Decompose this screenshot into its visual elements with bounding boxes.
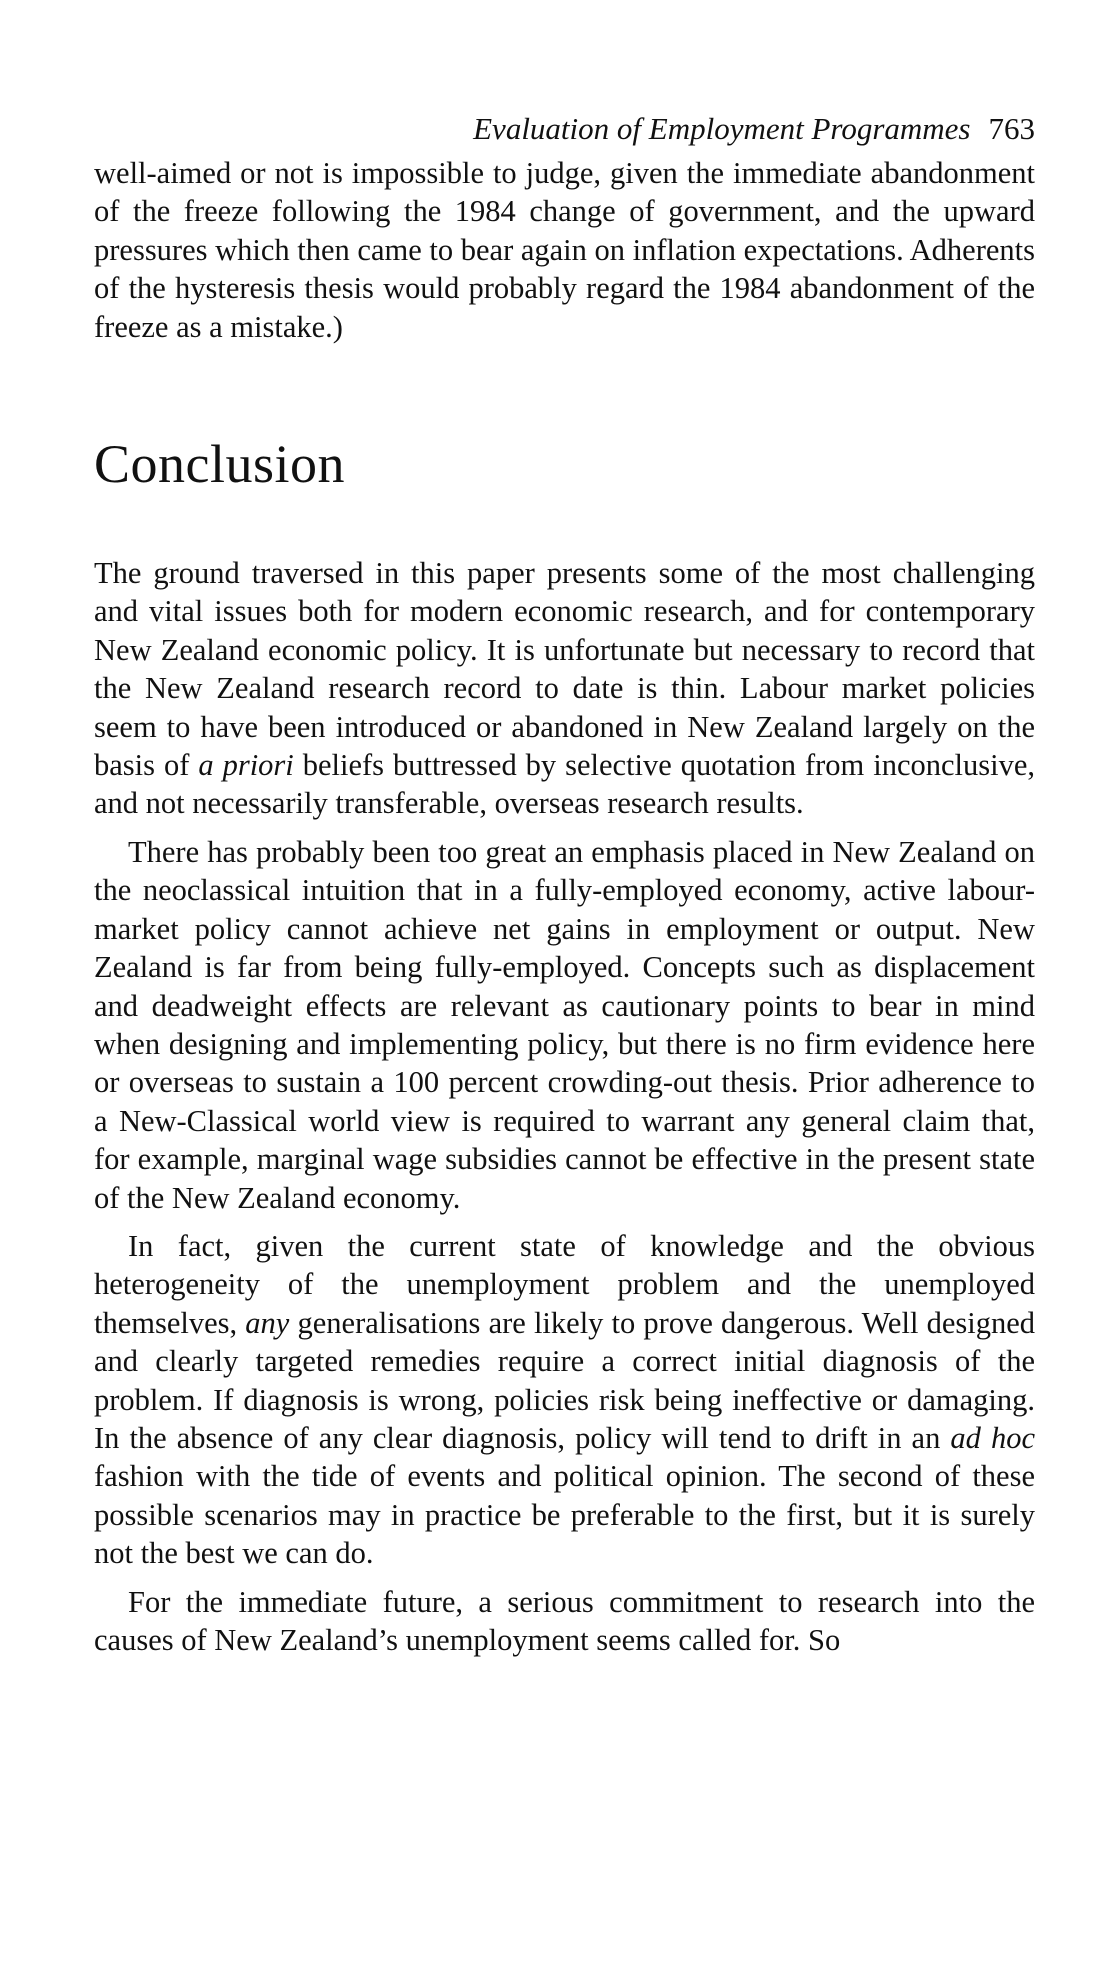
- opening-paragraph: well-aimed or not is impossible to judge, given the immediate abandonment of the freeze following the 1984 change of government, and the upward pressures which then came to bear again on inflation expectations. Adherents of the hysteresis thesis would probably regard the 1984 abandonment of the freeze as a mistake.): [94, 156, 1035, 344]
- conclusion-paragraph-3: [94, 1227, 1035, 1573]
- conclusion-paragraph-2: There has probably been too great an emphasis placed in New Zealand on the neoclassical intuition that in a fully-employed economy, active labour-market policy cannot achieve net gains in employment or output. New Zealand is far from being fully-employed. Concepts such as displacement and deadweight effects are relevant as cautionary points to bear in mind when designing and implementing policy, but there is no firm evidence here or overseas to sustain a 100 percent crowding-out thesis. Prior adherence to a New-Classical world view is required to warrant any general claim that, for example, marginal wage subsidies cannot be effective in the present state of the New Zealand economy.: [94, 834, 1035, 1215]
- paragraph-3-italic-2: ad hoc: [950, 1420, 1035, 1455]
- conclusion-paragraph-1: [94, 554, 1035, 823]
- paragraph-1-text-b: beliefs buttressed by selective quotation from inconclusive, and not necessarily transferable, overseas research results.: [94, 748, 1036, 821]
- paragraph-3-text-b: generalisations are likely to prove dangerous. Well designed and clearly targeted remedies require a correct initial diagnosis of the problem. If diagnosis is wrong, policies risk being ineffective or damaging. In the absence of any clear diagnosis, policy will tend to drift in an: [94, 1305, 1035, 1455]
- paragraph-3-text-c: fashion with the tide of events and political opinion. The second of these possible scenarios may in practice be preferable to the first, but it is surely not the best we can do.: [94, 1459, 1035, 1571]
- paragraph-3-text-a: In fact, given the current state of knowledge and the obvious heterogeneity of the unemployment problem and the unemployed themselves,: [94, 1228, 1035, 1340]
- page: [94, 108, 1035, 1659]
- section-heading: Conclusion: [94, 434, 346, 495]
- page-number: 763: [988, 111, 1035, 146]
- paragraph-1-italic: a priori: [198, 748, 294, 783]
- paragraph-1-text-a: The ground traversed in this paper presents some of the most challenging and vital issues both for modern economic research, and for contemporary New Zealand economic policy. It is unfortunate but necessary to record that the New Zealand research record to date is thin. Labour market policies seem to have been introduced or abandoned in New Zealand largely on the basis of: [94, 556, 1035, 783]
- running-title: Evaluation of Employment Programmes: [473, 111, 971, 146]
- running-head: [94, 108, 1035, 150]
- conclusion-paragraph-4: For the immediate future, a serious commitment to research into the causes of New Zealand’s unemployment seems called for. So: [94, 1584, 1035, 1657]
- paragraph-3-italic-1: any: [245, 1305, 290, 1340]
